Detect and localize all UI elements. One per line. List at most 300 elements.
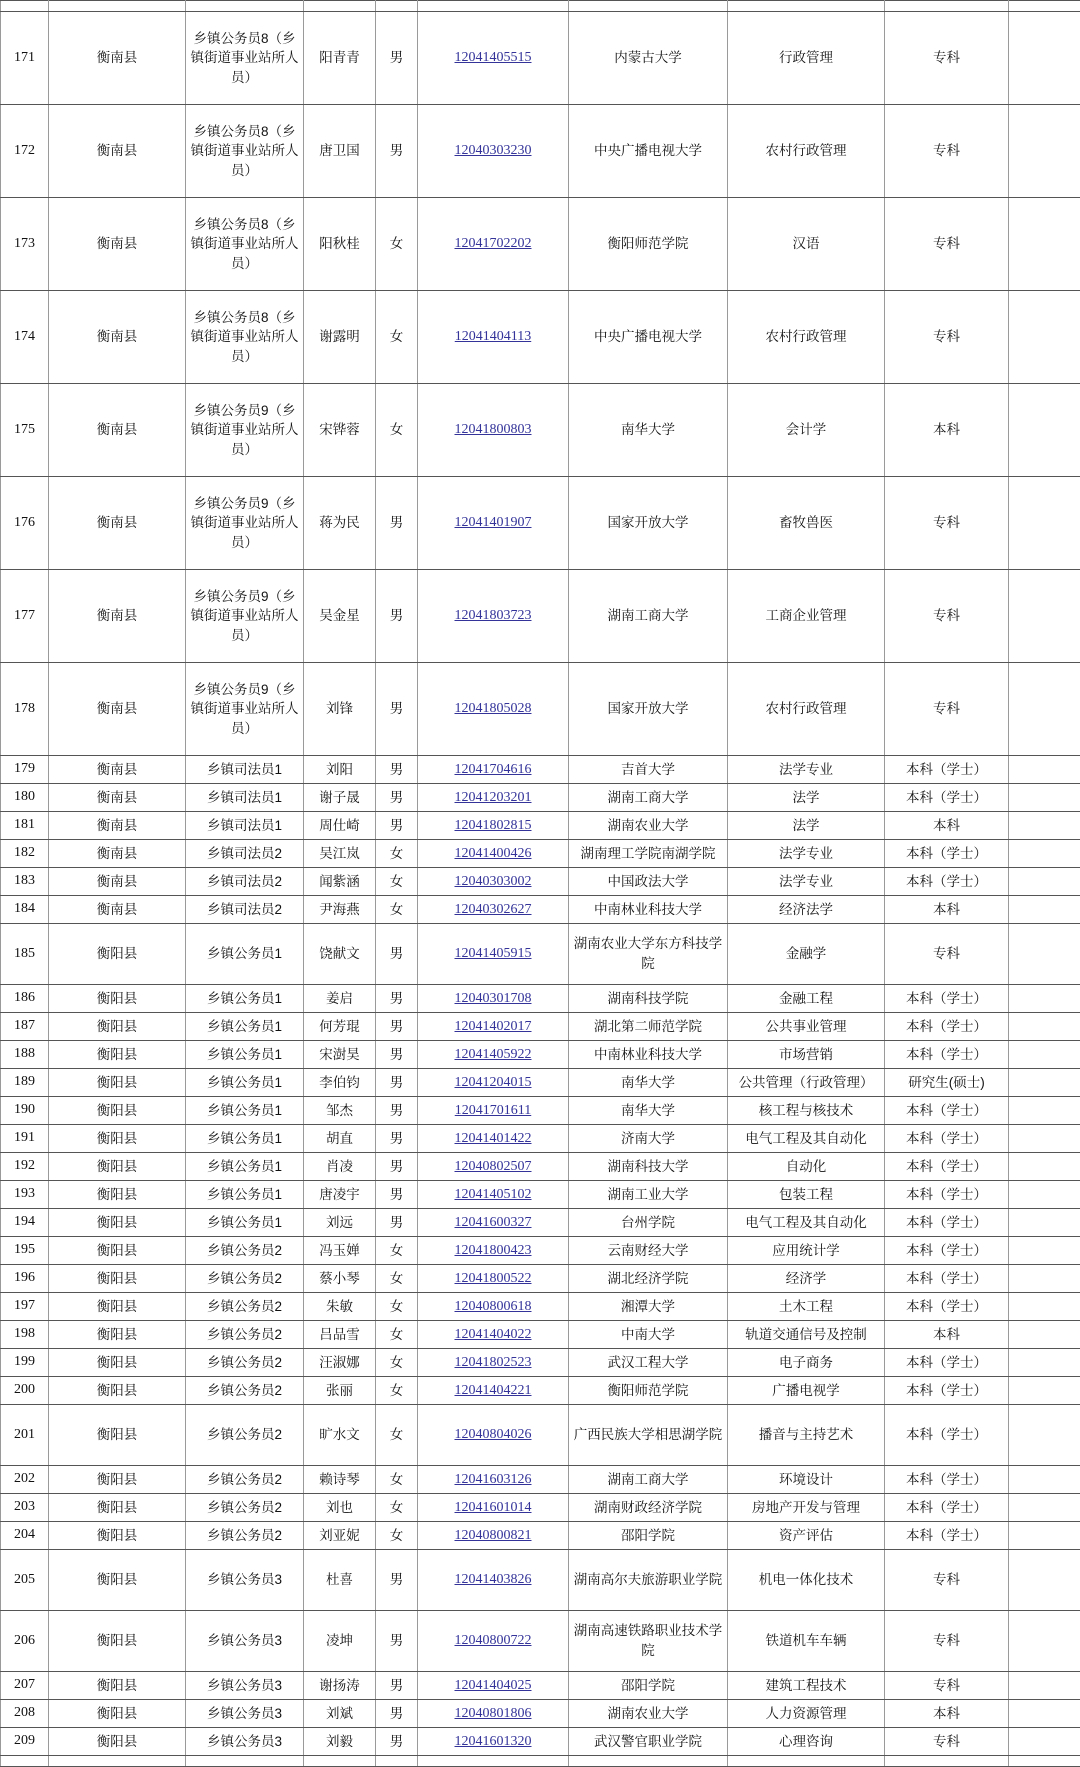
table-top-edge-cell [376,1,418,12]
cell-id[interactable] [418,1550,569,1611]
exam-number-link[interactable]: 12041802523 [455,1355,532,1370]
cell-id[interactable] [418,896,569,924]
cell-post: 乡镇公务员2 [186,1522,304,1550]
cell-sex: 男 [376,1611,418,1672]
table-row [1,1728,1080,1756]
cell-id[interactable] [418,663,569,756]
cell-sex: 男 [376,1097,418,1125]
cell-degree: 本科（学士） [885,1097,1009,1125]
cell-sex: 女 [376,1377,418,1405]
cell-sex: 男 [376,12,418,105]
cell-post: 乡镇公务员1 [186,1153,304,1181]
cell-county: 衡阳县 [49,1321,186,1349]
cell-no: 183 [1,868,49,896]
cell-blank [1009,663,1080,756]
cell-degree: 本科（学士） [885,840,1009,868]
cell-sex: 男 [376,105,418,198]
exam-number-link[interactable]: 12041601320 [455,1734,532,1749]
exam-number-link[interactable]: 12041802815 [455,818,532,833]
cell-no: 201 [1,1405,49,1466]
exam-number-link[interactable]: 12041800803 [455,422,532,437]
exam-number-link[interactable]: 12041405102 [455,1187,532,1202]
cell-no: 198 [1,1321,49,1349]
cell-blank [1009,924,1080,985]
cell-id[interactable] [418,784,569,812]
cell-degree: 本科（学士） [885,784,1009,812]
table-row [1,570,1080,663]
cell-major: 电气工程及其自动化 [728,1209,885,1237]
cell-id[interactable] [418,1265,569,1293]
cell-name: 尹海燕 [304,896,376,924]
cell-school: 湖南高速铁路职业技术学院 [569,1611,728,1672]
cell-id[interactable] [418,1181,569,1209]
cell-sex: 男 [376,1013,418,1041]
cell-name: 邹杰 [304,1097,376,1125]
cell-id[interactable] [418,1466,569,1494]
cell-school: 云南财经大学 [569,1237,728,1265]
cell-degree: 本科 [885,1321,1009,1349]
cell-major: 法学专业 [728,868,885,896]
table-row [1,896,1080,924]
cell-name: 张丽 [304,1377,376,1405]
cell-degree: 本科 [885,1700,1009,1728]
table-bottom-edge-cell [1009,1756,1080,1767]
cell-county: 衡南县 [49,570,186,663]
cell-sex: 男 [376,1672,418,1700]
cell-name: 何芳琨 [304,1013,376,1041]
table-row [1,1237,1080,1265]
exam-number-link[interactable]: 12041405915 [455,946,532,961]
cell-no: 177 [1,570,49,663]
cell-id[interactable] [418,756,569,784]
cell-post: 乡镇公务员9（乡镇街道事业站所人员） [186,570,304,663]
cell-county: 衡阳县 [49,1522,186,1550]
cell-name: 阳青青 [304,12,376,105]
cell-blank [1009,896,1080,924]
cell-sex: 女 [376,1321,418,1349]
cell-degree: 专科 [885,1728,1009,1756]
cell-name: 刘锋 [304,663,376,756]
cell-degree: 本科（学士） [885,1041,1009,1069]
cell-school: 国家开放大学 [569,663,728,756]
exam-number-link[interactable]: 12041800423 [455,1243,532,1258]
cell-post: 乡镇公务员1 [186,1069,304,1097]
table-bottom-edge [1,1756,1080,1767]
cell-degree: 本科（学士） [885,1293,1009,1321]
cell-sex: 男 [376,985,418,1013]
cell-county: 衡阳县 [49,985,186,1013]
table-row [1,784,1080,812]
cell-id[interactable] [418,1237,569,1265]
exam-number-link[interactable]: 12041403826 [455,1572,532,1587]
table-row [1,1041,1080,1069]
table-top-edge-cell [1009,1,1080,12]
cell-sex: 女 [376,1237,418,1265]
table-top-edge-cell [418,1,569,12]
cell-post: 乡镇公务员1 [186,1097,304,1125]
exam-number-link[interactable]: 12041404022 [455,1327,532,1342]
cell-no: 180 [1,784,49,812]
cell-name: 肖凌 [304,1153,376,1181]
cell-school: 南华大学 [569,1069,728,1097]
cell-county: 衡阳县 [49,1494,186,1522]
cell-school: 湖南高尔夫旅游职业学院 [569,1550,728,1611]
cell-post: 乡镇公务员1 [186,1209,304,1237]
cell-post: 乡镇公务员1 [186,985,304,1013]
cell-no: 186 [1,985,49,1013]
cell-county: 衡阳县 [49,1466,186,1494]
cell-id[interactable] [418,868,569,896]
cell-blank [1009,1550,1080,1611]
table-bottom-edge-cell [569,1756,728,1767]
cell-degree: 专科 [885,12,1009,105]
exam-number-link[interactable]: 12040802507 [455,1159,532,1174]
exam-number-link[interactable]: 12040301708 [455,991,532,1006]
cell-id[interactable] [418,1522,569,1550]
cell-degree: 本科（学士） [885,1522,1009,1550]
cell-no: 192 [1,1153,49,1181]
cell-major: 汉语 [728,198,885,291]
cell-blank [1009,570,1080,663]
exam-number-link[interactable]: 12040801806 [455,1706,532,1721]
cell-id[interactable] [418,1672,569,1700]
cell-blank [1009,1041,1080,1069]
exam-number-link[interactable]: 12041702202 [455,236,532,251]
cell-school: 南华大学 [569,384,728,477]
cell-id[interactable] [418,1069,569,1097]
cell-degree: 本科（学士） [885,1265,1009,1293]
cell-degree: 专科 [885,198,1009,291]
cell-id[interactable] [418,840,569,868]
cell-blank [1009,1293,1080,1321]
cell-degree: 本科 [885,384,1009,477]
cell-sex: 男 [376,756,418,784]
cell-id[interactable] [418,1494,569,1522]
cell-no: 208 [1,1700,49,1728]
cell-post: 乡镇公务员8（乡镇街道事业站所人员） [186,198,304,291]
table-bottom-edge-cell [418,1756,569,1767]
cell-id[interactable] [418,1125,569,1153]
cell-major: 工商企业管理 [728,570,885,663]
exam-number-link[interactable]: 12041401907 [455,515,532,530]
cell-county: 衡阳县 [49,1700,186,1728]
cell-no: 196 [1,1265,49,1293]
cell-blank [1009,1405,1080,1466]
table-row [1,1209,1080,1237]
cell-county: 衡阳县 [49,1013,186,1041]
cell-sex: 女 [376,1466,418,1494]
cell-blank [1009,1728,1080,1756]
cell-name: 杜喜 [304,1550,376,1611]
cell-id[interactable] [418,1611,569,1672]
cell-major: 广播电视学 [728,1377,885,1405]
table-row [1,1097,1080,1125]
cell-name: 赖诗琴 [304,1466,376,1494]
table-top-edge-cell [49,1,186,12]
cell-id[interactable] [418,198,569,291]
cell-post: 乡镇公务员1 [186,1041,304,1069]
cell-blank [1009,868,1080,896]
cell-blank [1009,12,1080,105]
exam-number-link[interactable]: 12041204015 [455,1075,532,1090]
cell-degree: 本科（学士） [885,1209,1009,1237]
table-row [1,812,1080,840]
table-row [1,384,1080,477]
cell-major: 法学专业 [728,840,885,868]
cell-school: 湖北第二师范学院 [569,1013,728,1041]
cell-sex: 女 [376,1293,418,1321]
cell-degree: 本科（学士） [885,756,1009,784]
table-row [1,840,1080,868]
cell-degree: 本科（学士） [885,1153,1009,1181]
cell-sex: 女 [376,1265,418,1293]
table-row [1,1611,1080,1672]
cell-no: 205 [1,1550,49,1611]
cell-id[interactable] [418,812,569,840]
exam-number-link[interactable]: 12041601014 [455,1500,532,1515]
exam-number-link[interactable]: 12041800522 [455,1271,532,1286]
table-top-edge-cell [1,1,49,12]
table-row [1,1265,1080,1293]
cell-id[interactable] [418,291,569,384]
cell-id[interactable] [418,1700,569,1728]
table-bottom-edge-cell [1,1756,49,1767]
cell-post: 乡镇公务员1 [186,1013,304,1041]
cell-sex: 男 [376,1700,418,1728]
cell-degree: 本科（学士） [885,1125,1009,1153]
cell-sex: 男 [376,570,418,663]
cell-county: 衡南县 [49,105,186,198]
cell-no: 176 [1,477,49,570]
cell-id[interactable] [418,1041,569,1069]
table-row [1,868,1080,896]
cell-school: 湖南工商大学 [569,570,728,663]
cell-name: 刘也 [304,1494,376,1522]
cell-id[interactable] [418,924,569,985]
cell-name: 宋铧蓉 [304,384,376,477]
cell-degree: 本科（学士） [885,1349,1009,1377]
cell-county: 衡阳县 [49,1672,186,1700]
exam-number-link[interactable]: 12041701611 [455,1103,531,1118]
table-row [1,1069,1080,1097]
exam-number-link[interactable]: 12041805028 [455,701,532,716]
cell-major: 播音与主持艺术 [728,1405,885,1466]
table-bottom-edge-cell [885,1756,1009,1767]
cell-degree: 专科 [885,1611,1009,1672]
cell-post: 乡镇公务员9（乡镇街道事业站所人员） [186,663,304,756]
cell-degree: 专科 [885,570,1009,663]
cell-major: 资产评估 [728,1522,885,1550]
cell-no: 191 [1,1125,49,1153]
cell-id[interactable] [418,1405,569,1466]
cell-name: 汪淑娜 [304,1349,376,1377]
cell-id[interactable] [418,1153,569,1181]
cell-degree: 本科（学士） [885,1013,1009,1041]
cell-sex: 女 [376,1349,418,1377]
cell-school: 中南林业科技大学 [569,1041,728,1069]
cell-post: 乡镇公务员1 [186,1181,304,1209]
cell-county: 衡南县 [49,868,186,896]
cell-id[interactable] [418,570,569,663]
cell-school: 南华大学 [569,1097,728,1125]
cell-major: 经济学 [728,1265,885,1293]
cell-id[interactable] [418,105,569,198]
cell-post: 乡镇公务员9（乡镇街道事业站所人员） [186,384,304,477]
table-top-edge-cell [885,1,1009,12]
table-top-edge [1,1,1080,12]
cell-degree: 本科（学士） [885,1377,1009,1405]
cell-county: 衡南县 [49,384,186,477]
cell-sex: 男 [376,1125,418,1153]
exam-number-link[interactable]: 12040804026 [455,1427,532,1442]
cell-id[interactable] [418,384,569,477]
cell-name: 吕品雪 [304,1321,376,1349]
cell-no: 185 [1,924,49,985]
cell-major: 农村行政管理 [728,291,885,384]
cell-blank [1009,1097,1080,1125]
exam-number-link[interactable]: 12041803723 [455,608,532,623]
cell-degree: 本科（学士） [885,1466,1009,1494]
cell-school: 湖北经济学院 [569,1265,728,1293]
table-row [1,1349,1080,1377]
cell-county: 衡南县 [49,840,186,868]
cell-county: 衡阳县 [49,1041,186,1069]
cell-major: 行政管理 [728,12,885,105]
cell-blank [1009,1153,1080,1181]
exam-number-link[interactable]: 12041405515 [455,50,532,65]
cell-county: 衡阳县 [49,1209,186,1237]
cell-id[interactable] [418,1097,569,1125]
cell-sex: 男 [376,1728,418,1756]
cell-major: 核工程与核技术 [728,1097,885,1125]
cell-post: 乡镇司法员1 [186,812,304,840]
exam-number-link[interactable]: 12041405922 [455,1047,532,1062]
cell-county: 衡阳县 [49,924,186,985]
exam-number-link[interactable]: 12040800722 [455,1633,532,1648]
cell-post: 乡镇公务员3 [186,1611,304,1672]
table-row [1,1293,1080,1321]
exam-number-link[interactable]: 12041401422 [455,1131,532,1146]
cell-school: 衡阳师范学院 [569,1377,728,1405]
cell-blank [1009,1349,1080,1377]
cell-school: 湖南财政经济学院 [569,1494,728,1522]
cell-no: 182 [1,840,49,868]
cell-school: 湖南科技大学 [569,1153,728,1181]
cell-blank [1009,1181,1080,1209]
exam-number-link[interactable]: 12041704616 [455,762,532,777]
cell-id[interactable] [418,1728,569,1756]
cell-name: 谢露明 [304,291,376,384]
cell-post: 乡镇公务员8（乡镇街道事业站所人员） [186,12,304,105]
cell-name: 周仕崎 [304,812,376,840]
cell-county: 衡南县 [49,477,186,570]
table-row [1,1405,1080,1466]
exam-number-link[interactable]: 12041203201 [455,790,532,805]
cell-school: 湘潭大学 [569,1293,728,1321]
cell-id[interactable] [418,985,569,1013]
exam-number-link[interactable]: 12041603126 [455,1472,532,1487]
cell-blank [1009,105,1080,198]
cell-id[interactable] [418,1349,569,1377]
cell-major: 房地产开发与管理 [728,1494,885,1522]
cell-id[interactable] [418,12,569,105]
cell-id[interactable] [418,1013,569,1041]
exam-number-link[interactable]: 12040302627 [455,902,532,917]
cell-school: 邵阳学院 [569,1522,728,1550]
cell-id[interactable] [418,1321,569,1349]
cell-sex: 女 [376,1494,418,1522]
exam-number-link[interactable]: 12041400426 [455,846,532,861]
cell-no: 172 [1,105,49,198]
cell-degree: 专科 [885,924,1009,985]
exam-number-link[interactable]: 12041404025 [455,1678,532,1693]
table-row [1,1700,1080,1728]
exam-number-link[interactable]: 12041600327 [455,1215,532,1230]
cell-county: 衡南县 [49,784,186,812]
cell-id[interactable] [418,1209,569,1237]
cell-blank [1009,291,1080,384]
cell-major: 金融学 [728,924,885,985]
cell-no: 204 [1,1522,49,1550]
exam-number-link[interactable]: 12041404113 [455,329,531,344]
cell-blank [1009,1611,1080,1672]
cell-degree: 专科 [885,477,1009,570]
cell-id[interactable] [418,477,569,570]
table-row [1,924,1080,985]
exam-number-link[interactable]: 12041404221 [455,1383,532,1398]
table-row [1,1321,1080,1349]
cell-post: 乡镇公务员2 [186,1494,304,1522]
cell-school: 武汉工程大学 [569,1349,728,1377]
cell-sex: 女 [376,1405,418,1466]
cell-major: 应用统计学 [728,1237,885,1265]
cell-degree: 专科 [885,1550,1009,1611]
cell-major: 公共管理（行政管理） [728,1069,885,1097]
cell-post: 乡镇公务员3 [186,1728,304,1756]
cell-major: 畜牧兽医 [728,477,885,570]
cell-sex: 男 [376,812,418,840]
cell-blank [1009,985,1080,1013]
cell-post: 乡镇公务员1 [186,924,304,985]
table-row [1,1125,1080,1153]
cell-post: 乡镇公务员2 [186,1405,304,1466]
cell-county: 衡南县 [49,812,186,840]
cell-no: 184 [1,896,49,924]
cell-county: 衡阳县 [49,1125,186,1153]
cell-school: 广西民族大学相思湖学院 [569,1405,728,1466]
table-top-edge-cell [569,1,728,12]
cell-county: 衡阳县 [49,1550,186,1611]
exam-number-link[interactable]: 12040303230 [455,143,532,158]
cell-county: 衡阳县 [49,1377,186,1405]
exam-number-link[interactable]: 12041402017 [455,1019,532,1034]
exam-number-link[interactable]: 12040303002 [455,874,532,889]
cell-sex: 女 [376,198,418,291]
cell-no: 175 [1,384,49,477]
cell-name: 凌坤 [304,1611,376,1672]
cell-degree: 专科 [885,105,1009,198]
cell-school: 湖南工商大学 [569,784,728,812]
cell-blank [1009,1466,1080,1494]
table-bottom-edge-cell [186,1756,304,1767]
cell-no: 207 [1,1672,49,1700]
exam-number-link[interactable]: 12040800618 [455,1299,532,1314]
cell-id[interactable] [418,1377,569,1405]
cell-blank [1009,198,1080,291]
exam-number-link[interactable]: 12040800821 [455,1528,532,1543]
cell-blank [1009,1013,1080,1041]
cell-id[interactable] [418,1293,569,1321]
